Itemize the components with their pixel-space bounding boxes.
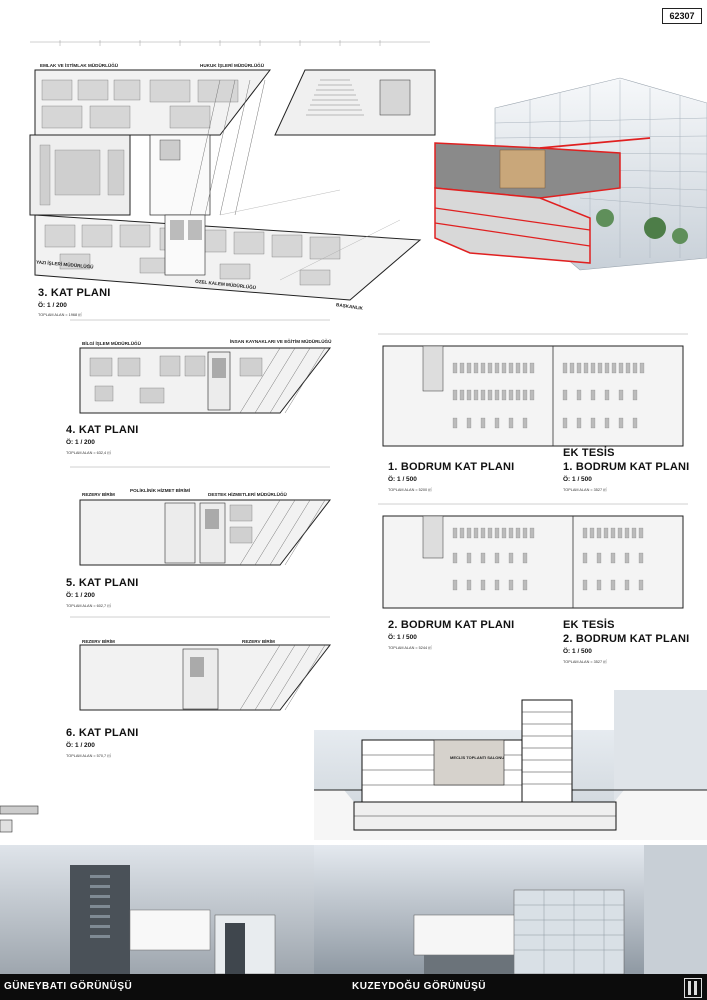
northeast-elevation-label: KUZEYDOĞU GÖRÜNÜŞÜ (352, 981, 487, 992)
floor6-scale: Ö: 1 / 200 (66, 742, 95, 749)
ek1-title-line1: EK TESİS (563, 447, 615, 459)
floor6-plan-drawing (40, 615, 340, 715)
floor5-room-label-rezerv: REZERV BİRİM (82, 492, 115, 497)
floor5-room-label-poliklinik: POLİKLİNİK HİZMET BİRİMİ (130, 488, 190, 493)
floor3-room-label-yazi: YAZI İŞLERİ MÜDÜRLÜĞÜ (35, 259, 94, 270)
floor5-room-label-destek: DESTEK HİZMETLERİ MÜDÜRLÜĞÜ (208, 492, 287, 497)
floor3-room-label-ozel-kalem: ÖZEL KALEM MÜDÜRLÜĞÜ (194, 278, 257, 291)
axonometric-render (420, 58, 707, 270)
floor3-room-label-hukuk: HUKUK İŞLERİ MÜDÜRLÜĞÜ (200, 63, 265, 68)
southwest-elevation-label: GÜNEYBATI GÖRÜNÜŞÜ (4, 981, 133, 992)
floor6-title: 6. KAT PLANI (66, 727, 139, 739)
floor4-room-label-insan: İNSAN KAYNAKLARI VE EĞİTİM MÜDÜRLÜĞÜ (230, 339, 332, 344)
basement2-plan-drawing (368, 498, 698, 616)
basement1-area: TOPLAM ALAN = 5200 ㎡ (388, 488, 432, 492)
basement2-area: TOPLAM ALAN = 5244 ㎡ (388, 646, 432, 650)
floor3-area: TOPLAM ALAN = 1968 ㎡ (38, 313, 82, 317)
floor3-scale: Ö: 1 / 200 (38, 302, 67, 309)
floor4-plan-drawing (40, 318, 340, 418)
floor6-room-label-rezerv-right: REZERV BİRİM (242, 639, 275, 644)
basement1-scale: Ö: 1 / 500 (388, 476, 417, 483)
section-hall-label: MECLİS TOPLANTI SALONU (450, 755, 505, 760)
ek2-title-line1: EK TESİS (563, 619, 615, 631)
ek2-title-line2: 2. BODRUM KAT PLANI (563, 633, 690, 645)
floor6-area: TOPLAM ALAN = 570,7 ㎡ (66, 754, 111, 758)
floor4-scale: Ö: 1 / 200 (66, 439, 95, 446)
floor5-area: TOPLAM ALAN = 602,7 ㎡ (66, 604, 111, 608)
building-section-drawing (314, 690, 707, 840)
basement1-title: 1. BODRUM KAT PLANI (388, 461, 515, 473)
floor5-scale: Ö: 1 / 200 (66, 592, 95, 599)
floor5-plan-drawing (40, 465, 340, 565)
basement2-title: 2. BODRUM KAT PLANI (388, 619, 515, 631)
ek1-area: TOPLAM ALAN = 3527 ㎡ (563, 488, 607, 492)
floor3-room-label-emlak: EMLAK VE İSTİMLAK MÜDÜRLÜĞÜ (40, 63, 119, 68)
basement1-plan-drawing (368, 328, 698, 453)
basement2-scale: Ö: 1 / 500 (388, 634, 417, 641)
northeast-elevation-drawing (314, 845, 707, 974)
floor4-area: TOPLAM ALAN = 632,4 ㎡ (66, 451, 111, 455)
ek2-scale: Ö: 1 / 500 (563, 648, 592, 655)
floor4-title: 4. KAT PLANI (66, 424, 139, 436)
floor5-title: 5. KAT PLANI (66, 577, 139, 589)
southwest-elevation-drawing (0, 845, 315, 974)
logo-mark-icon (684, 978, 702, 998)
floor3-title: 3. KAT PLANI (38, 287, 111, 299)
ek2-area: TOPLAM ALAN = 3527 ㎡ (563, 660, 607, 664)
floor6-room-label-rezerv-left: REZERV BİRİM (82, 639, 115, 644)
floor4-room-label-bilgi: BİLGİ İŞLEM MÜDÜRLÜĞÜ (82, 341, 141, 346)
ek1-title-line2: 1. BODRUM KAT PLANI (563, 461, 690, 473)
sheet-number: 62307 (662, 8, 702, 24)
ek1-scale: Ö: 1 / 500 (563, 476, 592, 483)
detail-fragment (0, 800, 60, 840)
floor3-room-label-baskanlik: BAŞKANLIK (335, 302, 364, 311)
